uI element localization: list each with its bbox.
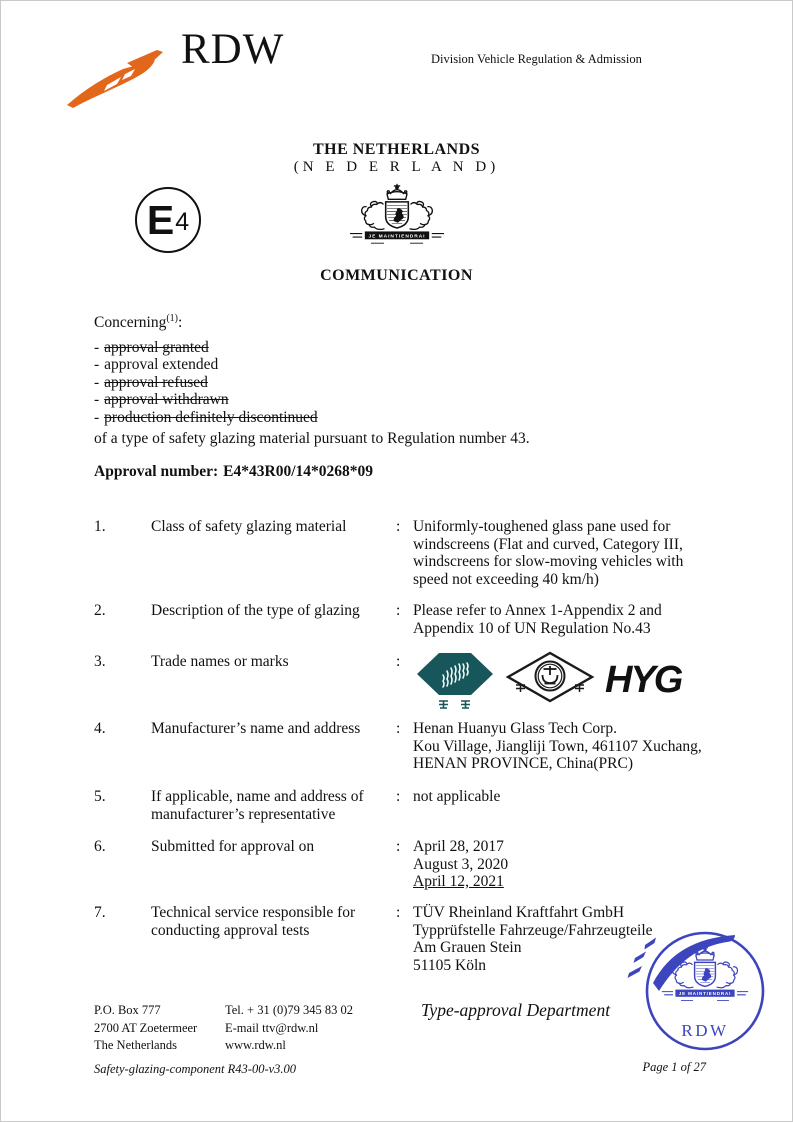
value-line: Uniformly-toughened glass pane used for: [413, 518, 671, 535]
approval-number-line: [94, 463, 378, 481]
value-line: TÜV Rheinland Kraftfahrt GmbH: [413, 904, 625, 921]
concerning-option: [94, 356, 318, 373]
country-title: THE NETHERLANDS: [312, 141, 481, 158]
item-label: Technical service responsible for conducting approval tests: [151, 904, 356, 939]
item-colon: :: [396, 720, 401, 737]
option-text: approval refused: [104, 373, 208, 391]
item-value: [413, 518, 739, 588]
value-line: HENAN PROVINCE, China(PRC): [413, 755, 634, 772]
page-number: Page 1 of 27: [642, 1060, 706, 1074]
concerning-option: [94, 391, 318, 408]
approval-number-value: E4*43R00/14*0268*09: [223, 463, 374, 480]
value-line: speed not exceeding 40 km/h): [413, 570, 599, 588]
footer-contact-line: www.rdw.nl: [225, 1038, 286, 1052]
footer-contact-line: Tel. + 31 (0)79 345 83 02: [225, 1003, 354, 1017]
item-number: 5.: [94, 788, 106, 805]
option-bullet: -: [94, 356, 100, 374]
item-number: 6.: [94, 838, 106, 855]
concerning-option: [94, 374, 318, 391]
department-title: Type-approval Department: [421, 1000, 611, 1020]
item-label: Class of safety glazing material: [151, 518, 347, 535]
division-title: Division Vehicle Regulation & Admission: [431, 52, 642, 66]
footnote-ref: (1): [166, 313, 178, 324]
item-row-5: [94, 788, 739, 823]
item-label: Trade names or marks: [151, 653, 289, 670]
item-number: 4.: [94, 720, 106, 737]
value-line: windscreens (Flat and curved, Category III,: [413, 535, 683, 553]
option-bullet: -: [94, 373, 100, 391]
e-mark-number: 4: [175, 207, 190, 236]
communication-heading: COMMUNICATION: [320, 267, 473, 284]
e4-approval-mark: [135, 187, 201, 253]
netherlands-coat-of-arms: [344, 181, 449, 261]
approval-number-label: Approval number:: [94, 463, 219, 480]
e-mark-letter: E: [146, 196, 175, 243]
item-label: If applicable, name and address of manufacturer’s representative: [151, 788, 364, 823]
item-row-6: [94, 838, 739, 891]
item-colon: :: [396, 602, 401, 619]
item-label: Description of the type of glazing: [151, 602, 360, 619]
value-line: Kou Village, Jiangliji Town, 461107 Xuchang,: [413, 737, 702, 755]
value-line: April 28, 2017: [413, 838, 504, 855]
item-colon: :: [396, 788, 401, 805]
hyg-wordmark: [603, 657, 699, 701]
document-version: Safety-glazing-component R43-00-v3.00: [94, 1062, 297, 1076]
footer-address-line: The Netherlands: [94, 1038, 177, 1052]
footer-address: [94, 1002, 197, 1055]
item-colon: :: [396, 518, 401, 535]
option-text: approval granted: [104, 339, 209, 356]
item-value: [413, 720, 739, 773]
option-text: approval withdrawn: [104, 391, 229, 409]
item-row-1: [94, 518, 739, 588]
item-value: [413, 653, 739, 709]
concerning-heading: [94, 313, 182, 332]
item-colon: :: [396, 838, 401, 855]
value-line: Typprüfstelle Fahrzeuge/Fahrzeugteile: [413, 921, 653, 939]
item-number: 3.: [94, 653, 106, 670]
option-bullet: -: [94, 339, 100, 356]
item-value: [413, 602, 739, 637]
item-number: 2.: [94, 602, 106, 619]
value-line: Am Grauen Stein: [413, 939, 522, 956]
rdw-stamp: [627, 921, 779, 1063]
concerning-colon: :: [178, 314, 183, 331]
rdw-brand-text: RDW: [181, 26, 285, 73]
option-bullet: -: [94, 408, 100, 426]
item-number: 7.: [94, 904, 106, 921]
concerning-label: Concerning: [94, 314, 167, 331]
option-text: production definitely discontinued: [104, 408, 318, 426]
item-number: 1.: [94, 518, 106, 535]
stamp-rdw-text: RDW: [681, 1021, 729, 1040]
value-line: not applicable: [413, 788, 501, 805]
footer-address-line: P.O. Box 777: [94, 1003, 161, 1017]
item-row-2: [94, 602, 739, 637]
item-row-4: [94, 720, 739, 773]
huanyu-hexagon-logo: [413, 649, 497, 709]
option-text: approval extended: [104, 356, 219, 374]
item-colon: :: [396, 653, 401, 670]
trademark-logos: [413, 649, 739, 709]
item-colon: :: [396, 904, 401, 921]
value-line: Appendix 10 of UN Regulation No.43: [413, 619, 651, 637]
concerning-subject: of a type of safety glazing material pursuant to Regulation number 43.: [94, 430, 530, 447]
item-label: Manufacturer’s name and address: [151, 720, 361, 737]
footer-address-line: 2700 AT Zoetermeer: [94, 1020, 198, 1035]
item-label: Submitted for approval on: [151, 838, 315, 855]
concerning-option: [94, 339, 318, 356]
concerning-option: [94, 409, 318, 426]
footer-contact: [225, 1002, 353, 1055]
huanyu-diamond-logo: [504, 649, 596, 709]
value-line: Please refer to Annex 1-Appendix 2 and: [413, 602, 662, 619]
value-line: windscreens for slow-moving vehicles with: [413, 553, 684, 570]
option-bullet: -: [94, 391, 100, 409]
concerning-options-list: [94, 339, 318, 426]
footer-contact-line: E-mail ttv@rdw.nl: [225, 1020, 319, 1035]
item-value: [413, 838, 739, 891]
value-line: Henan Huanyu Glass Tech Corp.: [413, 720, 617, 737]
value-line: 51105 Köln: [413, 956, 487, 974]
value-line: August 3, 2020: [413, 855, 509, 873]
country-native-title: (N E D E R L A N D): [293, 159, 500, 175]
hyg-text: HYG: [605, 659, 682, 701]
item-value: [413, 788, 739, 823]
rdw-wing-logo: [63, 43, 169, 113]
item-row-3: [94, 653, 739, 709]
value-line: April 12, 2021: [413, 873, 504, 890]
stamp-dash-marks: [628, 938, 657, 979]
